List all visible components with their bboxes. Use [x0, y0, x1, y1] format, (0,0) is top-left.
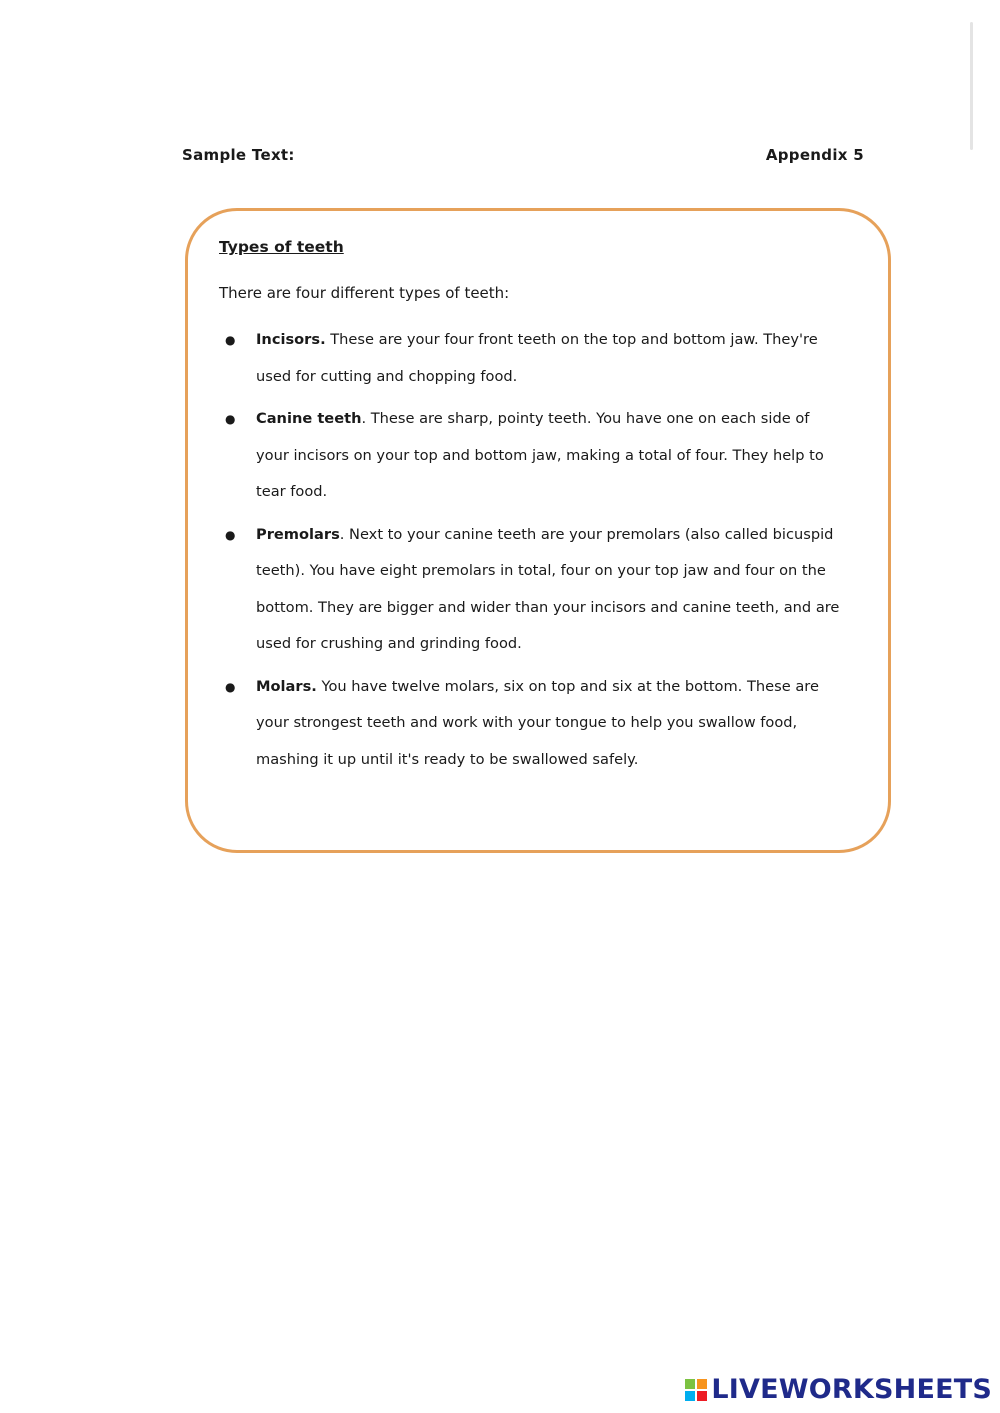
- teeth-list: [225, 322, 845, 784]
- item-text: . Next to your canine teeth are your premolars (also called bicuspid teeth). You have eight premolars in total, four on your top jaw and four on the bottom. They are bigger and wider than your incisors and canine teeth, and are used for crushing and grinding food.: [256, 525, 840, 652]
- sample-text-label: Sample Text:: [182, 146, 295, 164]
- item-term: Premolars: [256, 525, 340, 543]
- brand-name: LIVEWORKSHEETS: [711, 1374, 992, 1405]
- list-item-canine: [225, 401, 845, 511]
- liveworksheets-logo-icon: [685, 1379, 707, 1401]
- appendix-label: Appendix 5: [765, 146, 864, 164]
- box-title: Types of teeth: [219, 238, 344, 256]
- item-text: These are your four front teeth on the top and bottom jaw. They're used for cutting and chopping food.: [256, 331, 818, 385]
- liveworksheets-logo[interactable]: [685, 1374, 992, 1405]
- item-term: Incisors.: [256, 331, 326, 348]
- bullet-icon: ●: [225, 333, 236, 347]
- item-term: Molars.: [256, 677, 317, 695]
- item-term: Canine teeth: [256, 410, 362, 427]
- intro-text: There are four different types of teeth:: [219, 284, 510, 302]
- bullet-icon: ●: [225, 679, 236, 694]
- list-item-premolars: [225, 517, 845, 663]
- page-edge-divider: [970, 22, 973, 150]
- list-item-molars: [225, 669, 845, 779]
- bullet-icon: ●: [225, 527, 236, 542]
- list-item-incisors: [225, 322, 845, 395]
- bullet-icon: ●: [225, 412, 236, 426]
- item-text: You have twelve molars, six on top and six at the bottom. These are your strongest teeth and work with your tongue to help you swallow food, mashing it up until it's ready to be swallowed safely.: [256, 677, 819, 768]
- item-text: . These are sharp, pointy teeth. You have one on each side of your incisors on your top and bottom jaw, making a total of four. They help to tear food.: [256, 410, 824, 500]
